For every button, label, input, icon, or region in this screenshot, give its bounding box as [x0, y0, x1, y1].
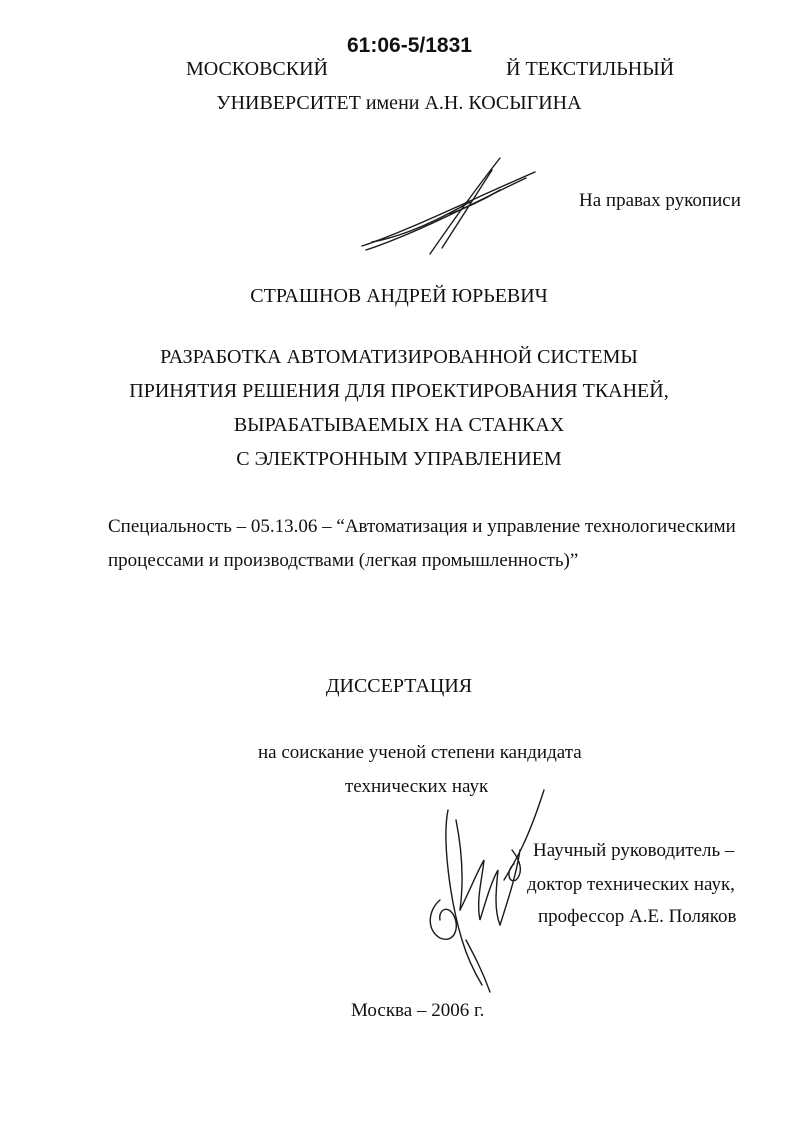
author-signature: [350, 150, 550, 260]
archive-code: 61:06-5/1831: [347, 34, 472, 57]
supervisor-line-3: профессор А.Е. Поляков: [538, 906, 737, 927]
thesis-title-line-2: ПРИНЯТИЯ РЕШЕНИЯ ДЛЯ ПРОЕКТИРОВАНИЯ ТКАНЕЙ,: [129, 380, 669, 402]
specialty-line-1: Специальность – 05.13.06 – “Автоматизация и управление технологическими: [108, 516, 736, 537]
place-and-year: Москва – 2006 г.: [351, 1000, 485, 1021]
rights-note: На правах рукописи: [579, 190, 741, 211]
university-name-line2: УНИВЕРСИТЕТ имени А.Н. КОСЫГИНА: [216, 92, 582, 114]
author-name: СТРАШНОВ АНДРЕЙ ЮРЬЕВИЧ: [250, 285, 548, 307]
degree-line-1: на соискание ученой степени кандидата: [258, 742, 582, 763]
thesis-title-line-4: С ЭЛЕКТРОННЫМ УПРАВЛЕНИЕМ: [236, 448, 562, 470]
university-name-left: МОСКОВСКИЙ: [186, 58, 329, 80]
thesis-title-line-1: РАЗРАБОТКА АВТОМАТИЗИРОВАННОЙ СИСТЕМЫ: [160, 346, 638, 368]
thesis-title-line-3: ВЫРАБАТЫВАЕМЫХ НА СТАНКАХ: [233, 414, 565, 436]
supervisor-line-1: Научный руководитель –: [533, 840, 735, 861]
degree-line-2: технических наук: [345, 776, 489, 797]
university-name-right: Й ТЕКСТИЛЬНЫЙ: [506, 58, 675, 80]
specialty-line-2: процессами и производствами (легкая промышленность)”: [108, 550, 579, 571]
supervisor-line-2: доктор технических наук,: [527, 874, 735, 895]
document-type: ДИССЕРТАЦИЯ: [325, 675, 473, 697]
